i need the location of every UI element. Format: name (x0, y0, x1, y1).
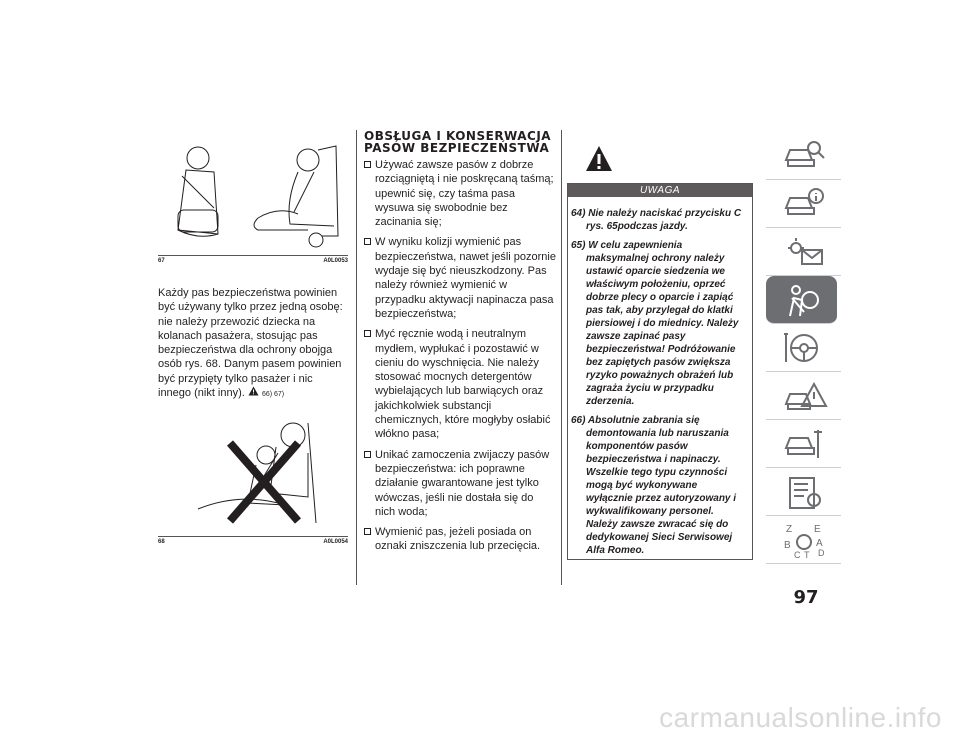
svg-text:T: T (803, 549, 809, 560)
checkbox-bullet-icon (364, 451, 371, 458)
bullet-list (364, 158, 556, 554)
warning-item: 65) W celu zapewnienia maksymalnej ochrony należy ustawić oparcie siedzenia we właściwym położeniu, oprzeć dobrze plecy o oparcie i zapiąć pas tak, aby przylegał do klatki piersiowej i do miednicy. Należy zawsze zapinać pasy bezpieczeństwa! Podróżowanie bez zapiętych pasów zwiększa ryzyko poważnych obrażeń lub zagraża życiu w przypadku zderzenia. (571, 240, 739, 407)
seatbelt-illustration (158, 130, 348, 250)
car-info-icon (780, 182, 828, 226)
technical-data-icon (780, 470, 828, 514)
figure-number: 67 (158, 258, 165, 264)
bullet-item (364, 327, 556, 441)
svg-text:C: C (793, 549, 800, 560)
section-heading: OBSŁUGA I KONSERWACJA PASÓW BEZPIECZEŃSTWA (364, 129, 552, 155)
chapter-tab-index[interactable] (766, 516, 841, 564)
car-tools-icon (780, 422, 828, 466)
car-hazard-icon (780, 374, 828, 418)
chapter-tab-technical-data[interactable] (766, 468, 841, 516)
column-divider (356, 130, 357, 585)
warning-references: 66) 67) (261, 391, 285, 399)
warning-item: 64) Nie należy naciskać przycisku C rys. 65podczas jazdy. (571, 208, 742, 232)
bullet-item (364, 158, 556, 229)
car-search-icon (780, 134, 828, 178)
bullet-text: Wymienić pas, jeżeli posiada on oznaki zniszczenia lub przecięcia. (375, 526, 541, 553)
figure-68 (158, 413, 348, 537)
figure-68-caption (158, 539, 348, 545)
figure-67-caption (158, 258, 348, 264)
chapter-tab-seatbelt-airbag[interactable] (766, 276, 837, 324)
warning-triangle-icon (585, 145, 613, 173)
chapter-sidebar (766, 132, 841, 564)
chapter-tab-car-hazard[interactable] (766, 372, 841, 420)
figure-code: A0L0054 (323, 539, 348, 546)
checkbox-bullet-icon (364, 528, 371, 535)
maintenance-section (364, 130, 556, 560)
svg-text:E: E (813, 523, 821, 535)
bullet-text: Myć ręcznie wodą i neutralnym mydłem, wypłukać i pozostawić w cieniu do wyschnięcia. Nie należy stosować mocnych detergentów wybielających lub barwiących oraz jakichkolwiek substancji chemicznych, które mogłyby osłabić włókno pasa; (375, 328, 551, 441)
figure-number: 68 (158, 539, 165, 546)
warning-item: 66) Absolutnie zabrania się demontowania lub naruszania komponentów pasów bezpieczeństwa i napinaczy. Wszelkie tego typu czynności mogą być wykonywane wyłącznie przez autoryzowany i wykwalifikowany personel. Należy zawsze zwracać się do dedykowanej Sieci Serwisowej Alfa Romeo. (571, 415, 737, 556)
bullet-item (364, 235, 556, 321)
index-icon (780, 518, 828, 562)
bullet-text: Używać zawsze pasów z dobrze rozciągniętą i nie poskręcaną taśmą; upewnić się, czy taśma pasa wysuwa się swobodnie bez zacinania się; (375, 159, 554, 229)
warning-items (568, 197, 752, 557)
svg-text:Z: Z (785, 523, 792, 535)
bullet-item (364, 525, 556, 554)
column-divider (561, 130, 562, 585)
figure-code: A0L0053 (323, 258, 348, 264)
svg-text:B: B (783, 539, 791, 551)
warning-box (567, 183, 753, 560)
checkbox-bullet-icon (364, 238, 371, 245)
chapter-tab-car-info[interactable] (766, 180, 841, 228)
svg-text:A: A (815, 537, 823, 549)
warning-light-icon (780, 230, 828, 274)
left-column (158, 130, 348, 545)
page-number: 97 (793, 587, 819, 608)
checkbox-bullet-icon (364, 330, 371, 337)
chapter-tab-car-search[interactable] (766, 132, 841, 180)
seatbelt-airbag-icon (778, 278, 826, 322)
body-paragraph (158, 286, 348, 402)
chapter-tab-warning-light[interactable] (766, 228, 841, 276)
chapter-tab-car-tools[interactable] (766, 420, 841, 468)
svg-text:D: D (817, 547, 824, 558)
watermark: carmanualsonline.info (659, 702, 942, 733)
warning-title: UWAGA (568, 184, 752, 197)
steering-wheel-icon (780, 326, 828, 370)
paragraph-text: Każdy pas bezpieczeństwa powinien być używany tylko przez jedną osobę: nie należy przewozić dziecka na kolanach pasażera, stosując pas bezpieczeństwa dla ochrony obojga osób rys. 68. Danym pasem powinien być przypięty tylko pasażer i nic innego (nikt inny). (158, 287, 343, 400)
chapter-tab-steering-wheel[interactable] (766, 324, 841, 372)
bullet-text: Unikać zamoczenia zwijaczy pasów bezpieczeństwa: ich poprawne działanie gwarantowane jest tylko wówczas, jeśli nie dostała się do nich woda; (375, 448, 550, 518)
checkbox-bullet-icon (364, 161, 371, 168)
bullet-item (364, 448, 556, 519)
bullet-text: W wyniku kolizji wymienić pas bezpieczeństwa, nawet jeśli pozornie wydaje się być nieuszkodzony. Pas należy również wymienić w przypadku aktywacji napinacza pasa bezpieczeństwa; (375, 236, 556, 320)
figure-67 (158, 130, 348, 256)
child-on-lap-illustration (158, 413, 348, 531)
warning-triangle-icon (248, 386, 259, 396)
